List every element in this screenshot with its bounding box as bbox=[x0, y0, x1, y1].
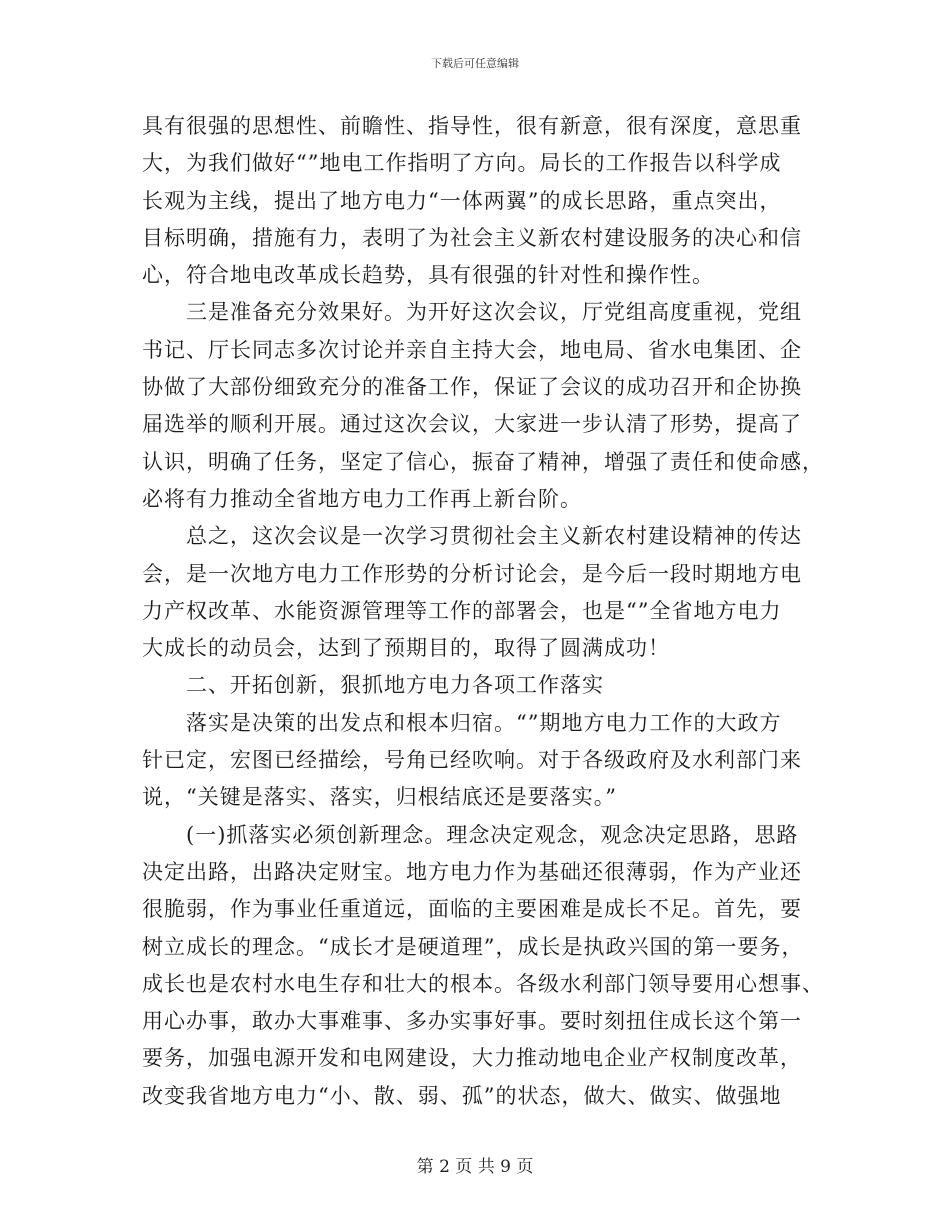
text-line: 届选举的顺利开展。通过这次会议，大家进一步认清了形势，提高了 bbox=[142, 412, 802, 437]
text-line: 心，符合地电改革成长趋势，具有很强的针对性和操作性。 bbox=[142, 263, 714, 288]
text-line: 决定出路，出路决定财宝。地方电力作为基础还很薄弱，作为产业还 bbox=[142, 859, 802, 884]
text-line: 落实是决策的出发点和根本归宿。“”期地方电力工作的大政方 bbox=[142, 710, 782, 735]
text-line: 必将有力推动全省地方电力工作再上新台阶。 bbox=[142, 486, 582, 511]
text-line: 协做了大部份细致充分的准备工作，保证了会议的成功召开和企协换 bbox=[142, 375, 802, 400]
text-line: 说，“关键是落实、落实，归根结底还是要落实。” bbox=[142, 785, 617, 810]
page-number: 第 2 页 共 9 页 bbox=[416, 1157, 534, 1177]
text-line: 改变我省地方电力“小、散、弱、孤”的状态，做大、做实、做强地 bbox=[142, 1083, 782, 1108]
text-line: (一)抓落实必须创新理念。理念决定观念，观念决定思路，思路 bbox=[142, 822, 799, 847]
text-line: 长观为主线，提出了地方电力“一体两翼”的成长思路，重点突出， bbox=[142, 188, 782, 213]
text-line: 大成长的动员会，达到了预期目的，取得了圆满成功！ bbox=[142, 636, 670, 661]
text-line: 大，为我们做好“”地电工作指明了方向。局长的工作报告以科学成 bbox=[142, 151, 782, 176]
text-line: 用心办事，敢办大事难事、多办实事好事。要时刻扭住成长这个第一 bbox=[142, 1009, 802, 1034]
text-line: 三是准备充分效果好。为开好这次会议，厅党组高度重视，党组 bbox=[142, 300, 802, 325]
section-heading: 二、开拓创新，狠抓地方电力各项工作落实 bbox=[142, 673, 604, 698]
document-body bbox=[142, 108, 824, 1115]
text-line: 具有很强的思想性、前瞻性、指导性，很有新意，很有深度，意思重 bbox=[142, 114, 802, 138]
text-line: 目标明确，措施有力，表明了为社会主义新农村建设服务的决心和信 bbox=[142, 225, 802, 250]
text-line: 认识，明确了任务，坚定了信心，振奋了精神，增强了责任和使命感， bbox=[142, 449, 824, 474]
text-line: 针已定，宏图已经描绘，号角已经吹响。对于各级政府及水利部门来 bbox=[142, 748, 802, 773]
text-line: 会，是一次地方电力工作形势的分析讨论会，是今后一段时期地方电 bbox=[142, 561, 802, 586]
text-line: 书记、厅长同志多次讨论并亲自主持大会，地电局、省水电集团、企 bbox=[142, 337, 802, 362]
text-line: 成长也是农村水电生存和壮大的根本。各级水利部门领导要用心想事、 bbox=[142, 971, 824, 996]
text-line: 很脆弱，作为事业任重道远，面临的主要困难是成长不足。首先，要 bbox=[142, 897, 802, 922]
text-line: 总之，这次会议是一次学习贯彻社会主义新农村建设精神的传达 bbox=[142, 524, 802, 549]
text-line: 力产权改革、水能资源管理等工作的部署会，也是“”全省地方电力 bbox=[142, 598, 782, 623]
page-header: 下载后可任意编辑 bbox=[431, 57, 519, 70]
text-line: 树立成长的理念。“成长才是硬道理”，成长是执政兴国的第一要务， bbox=[142, 934, 804, 959]
text-line: 要务，加强电源开发和电网建设，大力推动地电企业产权制度改革， bbox=[142, 1046, 802, 1071]
